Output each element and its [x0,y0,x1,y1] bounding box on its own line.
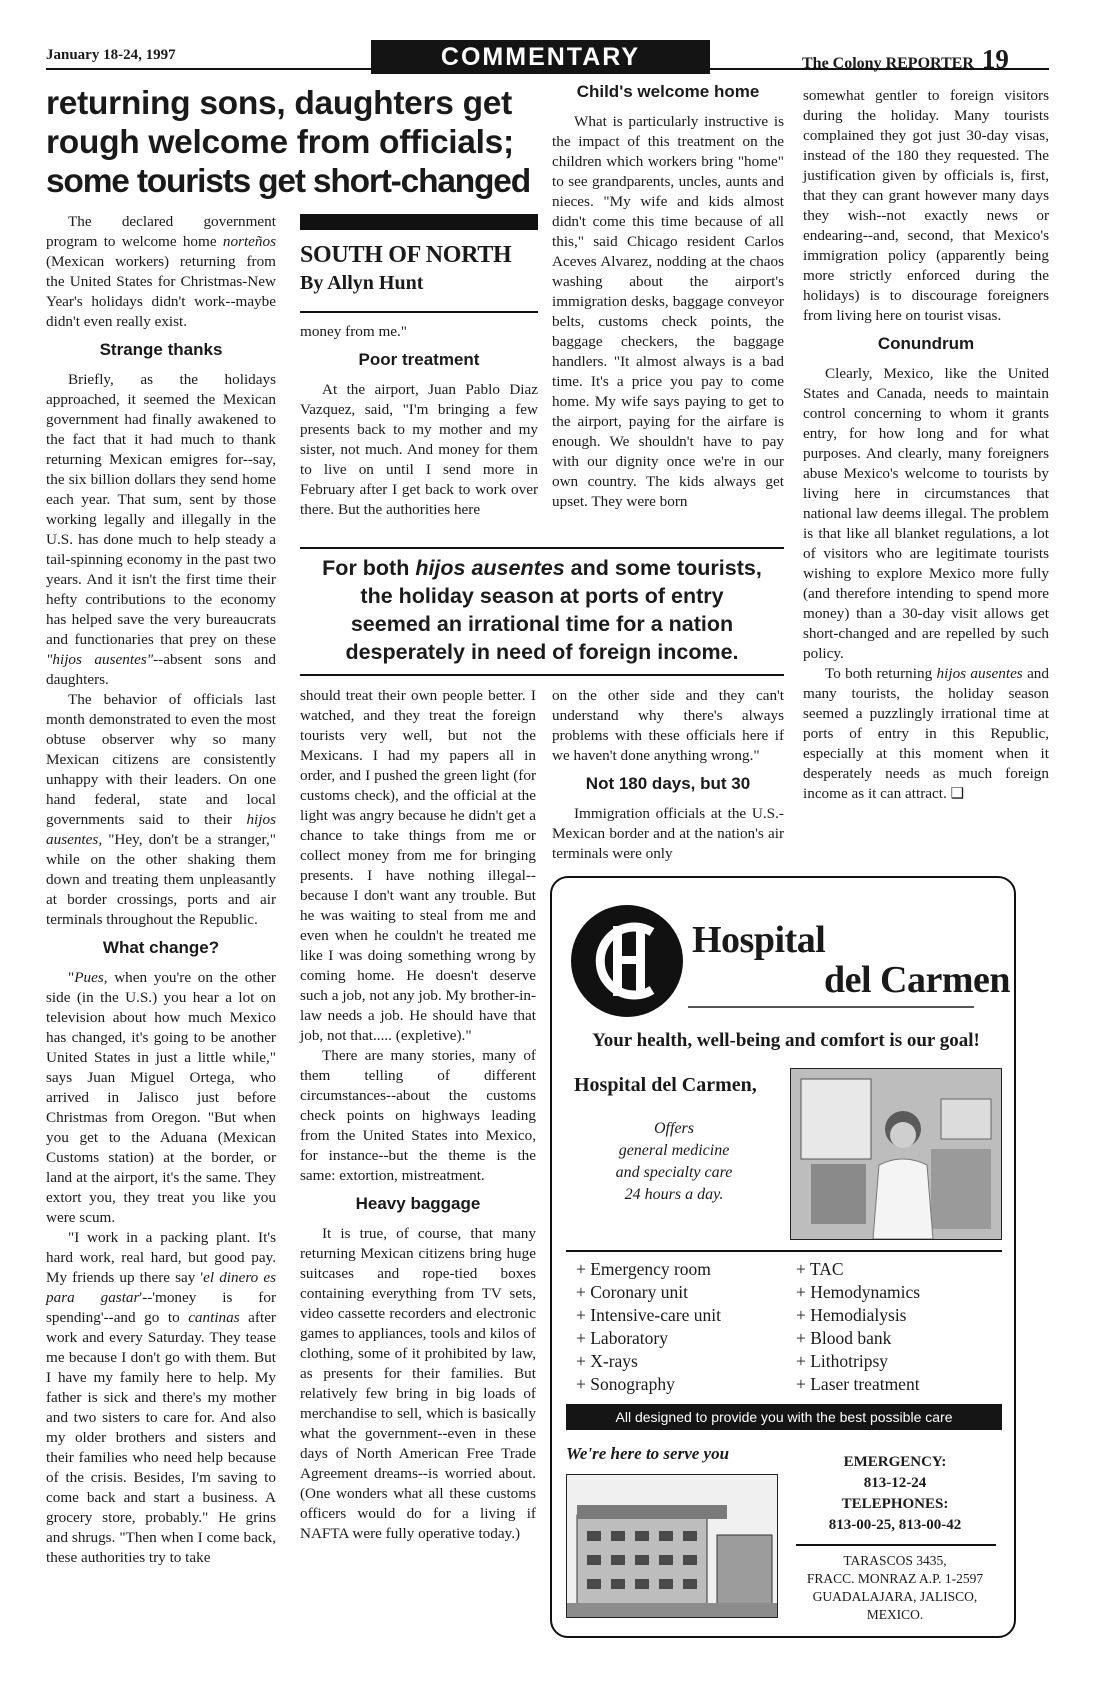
service-item: + Intensive-care unit [576,1305,721,1325]
offers-line: general medicine [618,1142,730,1159]
paragraph: should treat their own people better. I watched, and they treat the foreign tourists very well, but not the Mexicans. I had my papers all in order, and I pushed the green light (for customs check), and the official at the light was angry because he didn't get a chance to take things from me or collect money from me for bringing presents. I have nothing illegal--because I don't want any trouble. But he was waiting to steal from me and even when he couldn't he treated me like I was doing something wrong by coming home. He doesn't deserve such a job, not any job. My brother-in-law needs a job. He should have that job, not that..... (expletive)." [300,687,536,1044]
service-item: + TAC [796,1259,844,1279]
service-item: + Coronary unit [576,1282,688,1302]
emergency-phone[interactable]: 813-12-24 [863,1475,927,1491]
services-left [576,1258,721,1396]
pullquote-rule-top [300,547,784,549]
paragraph: At the airport, Juan Pablo Diaz Vazquez, said, "I'm bringing a few presents back to my mother and my sister, not much. And money for them to live on until I send more in February after I get back to work over there. But the authorities here [300,381,538,518]
paragraph: The behavior of officials last month demonstrated to even the most obtuse observer why so many Mexican citizens are consistently unhappy with their leaders. On one hand federal, state and local governments said to their hijos ausentes, "Hey, don't be a stranger," while on the other shaking them down and treating them unpleasantly at border crossings, ports and air terminals throughout the Republic. [46,691,276,928]
offers-line: 24 hours a day. [624,1186,724,1203]
ad-offers [574,1118,774,1206]
byline: By Allyn Hunt [300,272,424,294]
ad-address [784,1552,1006,1624]
logo-rule [688,1006,974,1008]
paragraph: Immigration officials at the U.S.-Mexican border and at the nation's air terminals were only [552,805,784,862]
section-banner [371,40,710,74]
address-line: TARASCOS 3435, [843,1553,947,1568]
subhead-childs-welcome: Child's welcome home [576,82,760,101]
hospital-logo-icon [568,902,686,1020]
paragraph: To both returning hijos ausentes and many tourists, the holiday season seemed a puzzlingly irrational time at ports of entry in this Republic, especially at this moment when it desperately needs as much foreign income as it can attract. ❑ [803,665,1049,802]
column-name: SOUTH OF NORTH [300,242,512,268]
service-item: + Blood bank [796,1328,892,1348]
service-item: + Laser treatment [796,1374,920,1394]
column-logo-bar [300,214,538,230]
subhead-not-180-days: Not 180 days, but 30 [585,774,751,793]
byline-rule [300,311,538,313]
headline-line-2: rough welcome from officials; [46,124,514,161]
ad-contact [784,1452,1006,1536]
paragraph: Briefly, as the holidays approached, it seemed the Mexican government had finally awakened to the fact that it had much to thank returning Mexican emigres for--say, the six billion dollars they send home each year. That sum, sent by those working legally and illegally in the U.S. has done much to help steady a tail-spinning economy in the past two years. And it isn't the first time their hefty contributions to the economy has helped save the very bureaucrats and functionaries that prey on these "hijos ausentes"--absent sons and daughters. [46,371,276,688]
end-mark-icon: ❑ [950,785,965,802]
building-photo-icon [567,1475,777,1617]
paragraph: on the other side and they can't understand why there's always problems with these officials here if we haven't done anything wrong." [552,687,784,764]
subhead-heavy-baggage: Heavy baggage [355,1194,481,1213]
paragraph: The declared government program to welcome home norteños (Mexican workers) returning from the United States for Christmas-New Year's holidays didn't work--maybe didn't even really exist. [46,213,276,330]
ad-script-line: We're here to serve you [566,1444,730,1463]
paragraph: "Pues, when you're on the other side (in the U.S.) you hear a lot on television about how much Mexico has changed, it's going to be another United States in just a little while," says Juan Miguel Ortega, who arrived in Jalisco just before Christmas from Oregon. "But when you get to the Aduana (Mexican Customs station) at the border, or land at the airport, it's the same. They extort you, they treat you like you were scum. [46,969,276,1226]
pull-quote [296,554,788,666]
service-item: + Hemodialysis [796,1305,907,1325]
paragraph: It is true, of course, that many returning Mexican citizens bring huge suitcases and rope-tied boxes containing everything from TV sets, video cassette recorders and electronic games to appliances, tools and kilos of clothing, some of it prohibited by law, as presents for their families. But relatively few bring in big loads of merchandise to sell, which is basically what the government--even in these days of North American Free Trade Agreement dreams--is worried about. (One wonders what all these customs officers would do for a living if NAFTA were fully operative today.) [300,1225,536,1542]
address-line: FRACC. MONRAZ A.P. 1-2597 [806,1571,984,1586]
section-title: COMMENTARY [440,43,641,71]
nurse-photo [790,1068,1002,1240]
offers-line: Offers [654,1120,694,1137]
service-item: + Hemodynamics [796,1282,921,1302]
hospital-name-2: del Carmen [824,959,1011,1001]
paragraph: money from me." [300,323,408,340]
ad-name-line: Hospital del Carmen, [574,1074,757,1096]
headline-line-1: returning sons, daughters get [46,85,512,122]
paragraph: Clearly, Mexico, like the United States and Canada, needs to maintain control concerning to whom it grants entry, for how long and for what purposes. And clearly, many foreigners abuse Mexico's welcome to tourists by living here in circumstances that national law deems illegal. The problem is that like all blanket regulations, a lot of visitors who are legitimate tourists wishing to explore Mexico more fully (and therefore intending to spend more money) than a 30-day visit allows get short-changed and are repelled by such policy. [803,365,1049,662]
headline [46,84,556,201]
column-1 [46,212,276,1568]
column-4 [803,86,1049,804]
address-line: GUADALAJARA, JALISCO, [812,1589,978,1604]
pullquote-line: seemed an irrational time for a nation [350,612,734,636]
column-3-top [552,78,784,512]
ad-tagline: Your health, well-being and comfort is our goal! [592,1030,980,1051]
hospital-name-1: Hospital [692,919,826,961]
services-rule-top [566,1250,1002,1252]
telephones-label: TELEPHONES: [841,1496,949,1512]
paragraph: "I work in a packing plant. It's hard work, real hard, but good pay. My friends up there say 'el dinero es para gastar'--'money is for spending'--and go to cantinas after work and every Saturday. They tease me because I don't go with them. But I have my family here to help. My father is sick and there's my mother and two sisters to care for. And also my older brothers and sisters and their families who need help because of the crisis. Besides, I'm saving to come back and start a business. A grocery store, probably." He grins and shrugs. "Then when I come back, these authorities try to take [46,1229,276,1566]
subhead-what-change: What change? [102,938,220,957]
contact-rule [796,1544,996,1546]
hospital-advertisement [550,876,1016,1638]
pullquote-line: For both hijos ausentes and some tourists, [322,556,762,580]
address-line: MEXICO. [866,1607,924,1622]
paper-title: The Colony REPORTER [802,55,974,72]
services-right [796,1258,920,1396]
column-2-top [300,322,538,520]
pullquote-rule-bottom [300,674,784,676]
service-item: + Laboratory [576,1328,668,1348]
headline-line-3: some tourists get short-changed [46,163,530,200]
paragraph: There are many stories, many of them telling of different circumstances--about the customs check points on highways leading from the United States into Mexico, for instance--but the theme is the same: extortion, mistreatment. [300,1047,536,1184]
ad-banner: All designed to provide you with the best possible care [566,1404,1002,1430]
emergency-label: EMERGENCY: [843,1454,947,1470]
paragraph: somewhat gentler to foreign visitors during the holiday. Many tourists complained they got just 30-day visas, instead of the 180 they requested. The justification given by officials is, first, that they can grant however many days they wish--not exactly news or endearing--and, second, that Mexico's immigration policy (apparently being more strictly enforced during the holidays) is to discourage foreigners from living here on tourist visas. [803,87,1049,324]
service-item: + X-rays [576,1351,638,1371]
subhead-strange-thanks: Strange thanks [99,340,223,359]
nurse-photo-icon [791,1069,1001,1239]
column-3-bottom [552,686,784,864]
paragraph: What is particularly instructive is the impact of this treatment on the children which workers bring "home" to see grandparents, uncles, aunts and nieces. "My wife and kids almost didn't come this time because of all this," said Chicago resident Carlos Aceves Alvarez, nodding at the chaos washing about the airport's immigration desks, baggage conveyor belts, customs check points, the baggage checkers, the baggage handlers. "It almost always is a bad time. It's a price you pay to come home. My wife says paying to get to the airport, paying for the airfare is enough. We shouldn't have to pay with our dignity once we're in our own country. The kids always get upset. They were born [552,113,784,510]
issue-date: January 18-24, 1997 [46,47,176,63]
service-item: + Lithotripsy [796,1351,889,1371]
pullquote-line: desperately in need of foreign income. [345,640,739,664]
page-number: 19 [981,44,1009,74]
service-item: + Sonography [576,1374,675,1394]
paper-name [802,44,1009,75]
offers-line: and specialty care [615,1164,733,1181]
service-item: + Emergency room [576,1259,711,1279]
pullquote-line: the holiday season at ports of entry [360,584,724,608]
subhead-poor-treatment: Poor treatment [358,350,480,369]
telephones[interactable]: 813-00-25, 813-00-42 [828,1517,962,1533]
column-2-bottom [300,686,536,1544]
building-photo [566,1474,778,1618]
subhead-conundrum: Conundrum [877,334,975,353]
